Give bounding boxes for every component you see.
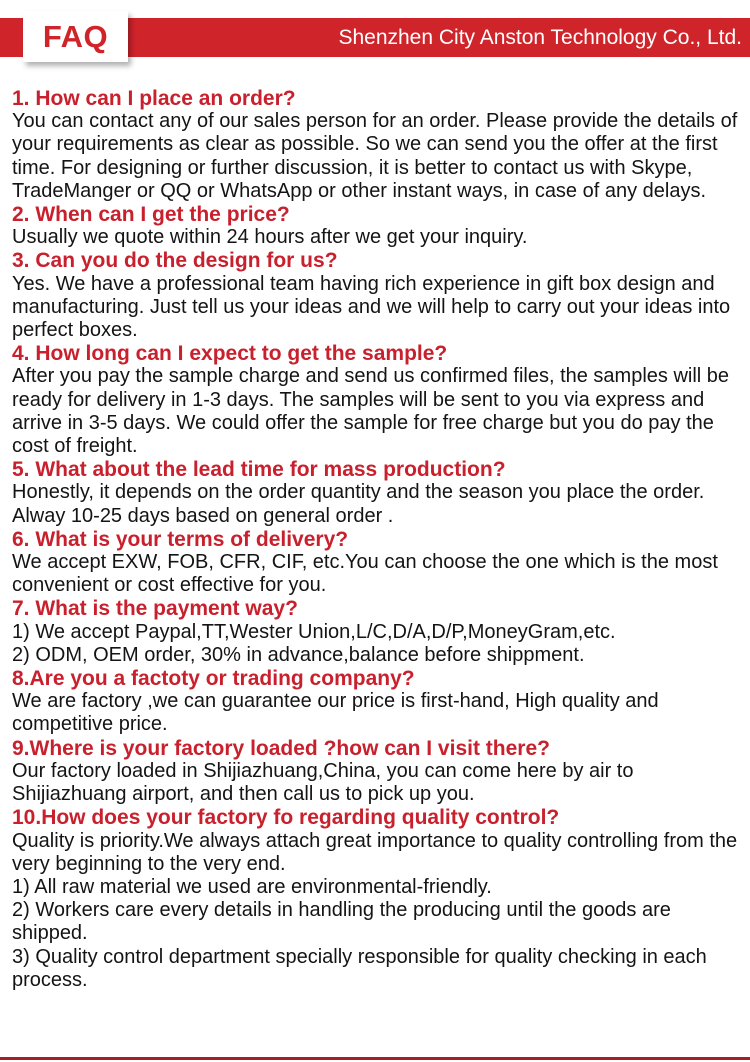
faq-question: 4. How long can I expect to get the sample?	[12, 342, 448, 366]
faq-answer: Alway 10-25 days based on general order .	[12, 504, 394, 527]
faq-answer: We are factory ,we can guarantee our price is first-hand, High quality and competitive price.	[12, 690, 659, 736]
faq-item	[12, 87, 742, 203]
faq-question: 5. What about the lead time for mass production?	[12, 458, 506, 482]
faq-answer: 2) ODM, OEM order, 30% in advance,balance before shippment.	[12, 643, 585, 666]
faq-item	[12, 458, 742, 528]
faq-question: 7. What is the payment way?	[12, 597, 298, 621]
faq-answer: After you pay the sample charge and send us confirmed files, the samples will be ready for delivery in 1-3 days. The samples will be sent to you via express and arrive in 3-5 days. We could offer the sample for free charge but you do pay the cost of freight.	[12, 365, 730, 458]
faq-question: 1. How can I place an order?	[12, 87, 296, 110]
faq-item	[12, 528, 742, 598]
faq-answer: Usually we quote within 24 hours after we get your inquiry.	[12, 226, 528, 249]
faq-answer: Yes. We have a professional team having rich experience in gift box design and manufacturing. Just tell us your ideas and we will help to carry out your ideas into perfect boxes.	[12, 272, 731, 342]
faq-question: 10.How does your factory fo regarding quality control?	[12, 806, 560, 830]
faq-answer: You can contact any of our sales person for an order. Please provide the details of your requirements as clear as possible. So we can send you the offer at the first time. For designing or further discussion, it is better to contact us with Skype, TradeManger or QQ or WhatsApp or other instant ways, in case of any delays.	[12, 110, 738, 202]
faq-badge-label: FAQ	[42, 18, 109, 54]
faq-answer: 2) Workers care every details in handling the producing until the goods are shipped.	[12, 899, 671, 945]
faq-answer: Honestly, it depends on the order quantity and the season you place the order.	[12, 481, 705, 504]
company-name: Shenzhen City Anston Technology Co., Ltd.	[338, 26, 742, 49]
faq-item	[12, 806, 742, 992]
faq-item	[12, 342, 742, 458]
faq-answer: Quality is priority.We always attach great importance to quality controlling from the very beginning to the very end.	[12, 829, 738, 875]
faq-question: 9.Where is your factory loaded ?how can I visit there?	[12, 736, 550, 760]
faq-answer: 3) Quality control department specially responsible for quality checking in each process.	[12, 945, 707, 991]
faq-question: 6. What is your terms of delivery?	[12, 527, 349, 551]
faq-answer: 1) All raw material we used are environmental-friendly.	[12, 875, 492, 898]
faq-badge	[23, 11, 128, 62]
faq-answer: Our factory loaded in Shijiazhuang,China, you can come here by air to Shijiazhuang airport, and then call us to pick up you.	[12, 759, 634, 806]
faq-item	[12, 737, 742, 807]
faq-item	[12, 249, 742, 342]
faq-answer: We accept EXW, FOB, CFR, CIF, etc.You can choose the one which is the most convenient or cost effective for you.	[12, 551, 718, 597]
faq-question: 2. When can I get the price?	[12, 203, 290, 227]
faq-question: 8.Are you a factoty or trading company?	[12, 667, 415, 691]
faq-item	[12, 597, 742, 667]
bottom-divider	[0, 1057, 750, 1060]
faq-item	[12, 667, 742, 737]
faq-item	[12, 203, 742, 249]
faq-answer: 1) We accept Paypal,TT,Wester Union,L/C,D/A,D/P,MoneyGram,etc.	[12, 620, 616, 643]
faq-question: 3. Can you do the design for us?	[12, 249, 338, 273]
faq-content	[12, 87, 742, 992]
